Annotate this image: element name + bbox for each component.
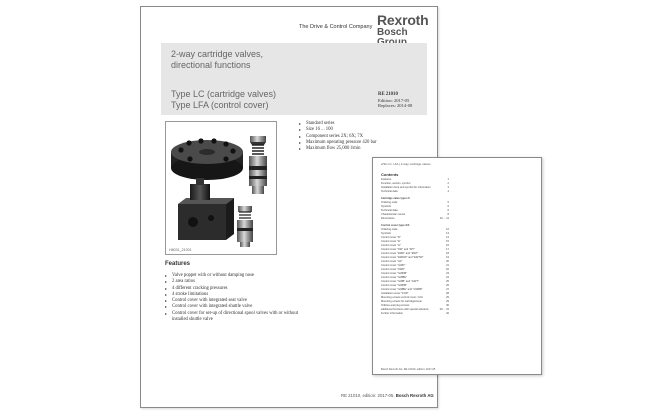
toc-entry-page: 12 <box>446 228 449 231</box>
type-line-1: Type LC (cartridge valves) <box>171 89 277 99</box>
contents-page <box>372 157 542 375</box>
toc-entry-page: 32 <box>446 312 449 315</box>
toc-entry-page: 13 <box>446 232 449 235</box>
spec-item: ▸ Maximum flow 25,000 l/min <box>299 146 377 152</box>
footer-text: RE 21010, edition: 2017-05, <box>341 393 396 398</box>
toc-entry-title: Function, section, symbol <box>381 182 411 185</box>
feature-item: ▸ Valve poppet with or without damping nose <box>165 273 315 279</box>
spec-item: ▸ Maximum operating pressure 420 bar <box>299 140 377 146</box>
toc-entry-title: Control cover "GWB" and "GWT" <box>381 280 419 283</box>
toc-entry-title: Control cover "EWD" and "EWT" <box>381 252 419 255</box>
features-list <box>165 273 315 323</box>
toc-entry-page: 29 <box>446 296 449 299</box>
feature-item: ▸ 2 area ratios <box>165 279 315 285</box>
type-designation <box>171 89 276 111</box>
toc-entry-title: Symbols <box>381 232 391 235</box>
toc-entry-page: 30 <box>446 304 449 307</box>
toc-entry-title: Technical data <box>381 209 398 212</box>
toc-entry <box>381 312 449 316</box>
feature-item: ▸ 4 stroke limitations <box>165 292 315 298</box>
toc-entry-title: Control cover "H" <box>381 244 401 247</box>
toc-entry-page: 20 <box>446 260 449 263</box>
toc-entry-page: 6 <box>447 205 449 208</box>
toc-entry-title: Symbols <box>381 205 391 208</box>
toc-entry-title: Ordering code <box>381 228 398 231</box>
contents-page-footer: Bosch Rexroth AG, RE 21010, edition: 2017-05 <box>381 368 436 371</box>
spec-item: ▸ Component series 2X; 6X; 7X <box>299 134 377 140</box>
edition-date: Edition: 2017-05 <box>378 97 410 103</box>
toc-entry-page: 17 <box>446 248 449 251</box>
control-block <box>178 178 234 240</box>
feature-item: ▸ Control cover for set-up of directional spool valves with or without installed shuttle valve <box>165 311 315 324</box>
feature-item: ▸ 4 different cracking pressures <box>165 286 315 292</box>
spec-item: ▸ Standard series <box>299 121 377 127</box>
toc-entry-page: 19 <box>446 256 449 259</box>
toc-entry <box>381 217 449 221</box>
logo-wordmark: Rexroth <box>377 12 429 28</box>
toc-entry-page: 30 ... 31 <box>439 308 449 311</box>
toc-entry-page: 6 <box>447 209 449 212</box>
logo-group-name: Bosch <box>377 27 408 38</box>
toc-entry-page: 29 <box>446 300 449 303</box>
toc-entry-title: Control cover type LFA <box>381 224 410 227</box>
toc-entry-title: Mounting screws control cover / LFA <box>381 296 423 299</box>
toc-entry-page: 14 <box>446 236 449 239</box>
small-cartridge-insert <box>237 206 253 247</box>
toc-entry-title: Orifices and plug screws <box>381 304 410 307</box>
toc-entry-page: 22 <box>446 268 449 271</box>
toc-entry-title: Control cover "KWD" <box>381 268 406 271</box>
document-title <box>171 49 263 71</box>
toc-entry-page: 18 <box>446 252 449 255</box>
contents-page-header: 2/32 LC; LFA | 2-way cartridge valves <box>381 162 431 166</box>
toc-entry <box>381 190 449 194</box>
toc-entry-page: 1 <box>447 178 449 181</box>
toc-entry-page: 4 <box>447 190 449 193</box>
photo-caption: H8031_21001 <box>169 248 192 252</box>
feature-item: ▸ Control cover with integrated seat valve <box>165 298 315 304</box>
product-photo <box>165 121 277 255</box>
feature-item: ▸ Control cover with integrated shuttle valve <box>165 304 315 310</box>
toc-entry-page: 16 <box>446 244 449 247</box>
toc-entry-title: Control cover "E" <box>381 240 401 243</box>
toc-entry-page: 5 <box>447 201 449 204</box>
toc-entry-title: Mounting screws for cartridge/cover <box>381 300 423 303</box>
toc-entry-title: Features <box>381 178 392 181</box>
toc-entry-page: 3 <box>447 186 449 189</box>
toc-entry-title: Characteristic curves <box>381 213 406 216</box>
toc-entry-page: 23 <box>446 272 449 275</box>
toc-entry-title: Control cover "GWD" <box>381 264 406 267</box>
toc-entry-page: 24 <box>446 276 449 279</box>
toc-entry-title: Ordering code <box>381 201 398 204</box>
toc-entry-title: Control cover "D" <box>381 236 401 239</box>
toc-entry-page: 15 <box>446 240 449 243</box>
toc-entry-title: Cartridge valve type LC <box>381 197 410 200</box>
toc-entry-title: Control cover "EWDW" and "EWTW" <box>381 256 424 259</box>
toc-entry-page: 27 <box>446 288 449 291</box>
toc-entry-page: 26 <box>446 284 449 287</box>
valve-illustration <box>166 122 276 254</box>
toc-entry-title: Control cover "KW" and "WT" <box>381 248 415 251</box>
toc-entry-page: 28 <box>446 292 449 295</box>
specification-list <box>299 121 377 152</box>
toc-entry-title: Further information <box>381 312 403 315</box>
toc-entry-title: Dimensions <box>381 217 395 220</box>
spec-item: ▸ Size 16 ... 100 <box>299 127 377 133</box>
toc-entry-title: Additional functions with special solutions <box>381 308 429 311</box>
toc-entry-page: 21 <box>446 264 449 267</box>
toc-entry-title: Control cover "GWBE" <box>381 276 407 279</box>
doc-number: RE 21010 <box>378 92 398 97</box>
toc-entry-page: 8 <box>447 213 449 216</box>
contents-title: Contents <box>381 172 399 177</box>
company-tagline: The Drive & Control Company <box>299 24 373 30</box>
table-of-contents <box>381 178 449 316</box>
toc-entry-page: 2 <box>447 182 449 185</box>
round-control-cover <box>171 138 243 180</box>
title-line-2: directional functions <box>171 60 251 70</box>
toc-entry-title: Control cover "GWDB" <box>381 284 408 287</box>
replaces-date: Replaces: 2014-08 <box>378 103 413 109</box>
toc-entry-title: Installation cover "FOD" <box>381 292 409 295</box>
footer-company: Bosch Rexroth AG <box>395 393 434 398</box>
features-heading: Features <box>165 261 191 267</box>
document-reference <box>378 91 412 109</box>
toc-entry-title: Control cover "GWBE" and "GWBR" <box>381 288 423 291</box>
page-footer <box>341 393 434 398</box>
toc-entry-page: 10 ... 11 <box>439 217 449 220</box>
toc-entry-page: 25 <box>446 280 449 283</box>
title-line-1: 2-way cartridge valves, <box>171 49 264 59</box>
cartridge-insert <box>249 136 267 194</box>
toc-entry-title: Control cover "GF" <box>381 260 403 263</box>
toc-entry-title: Control cover "GWDB" <box>381 272 408 275</box>
toc-entry-title: Technical data <box>381 190 398 193</box>
type-line-2: Type LFA (control cover) <box>171 100 269 110</box>
toc-entry-title: Installation bore and symbol for information <box>381 186 431 189</box>
